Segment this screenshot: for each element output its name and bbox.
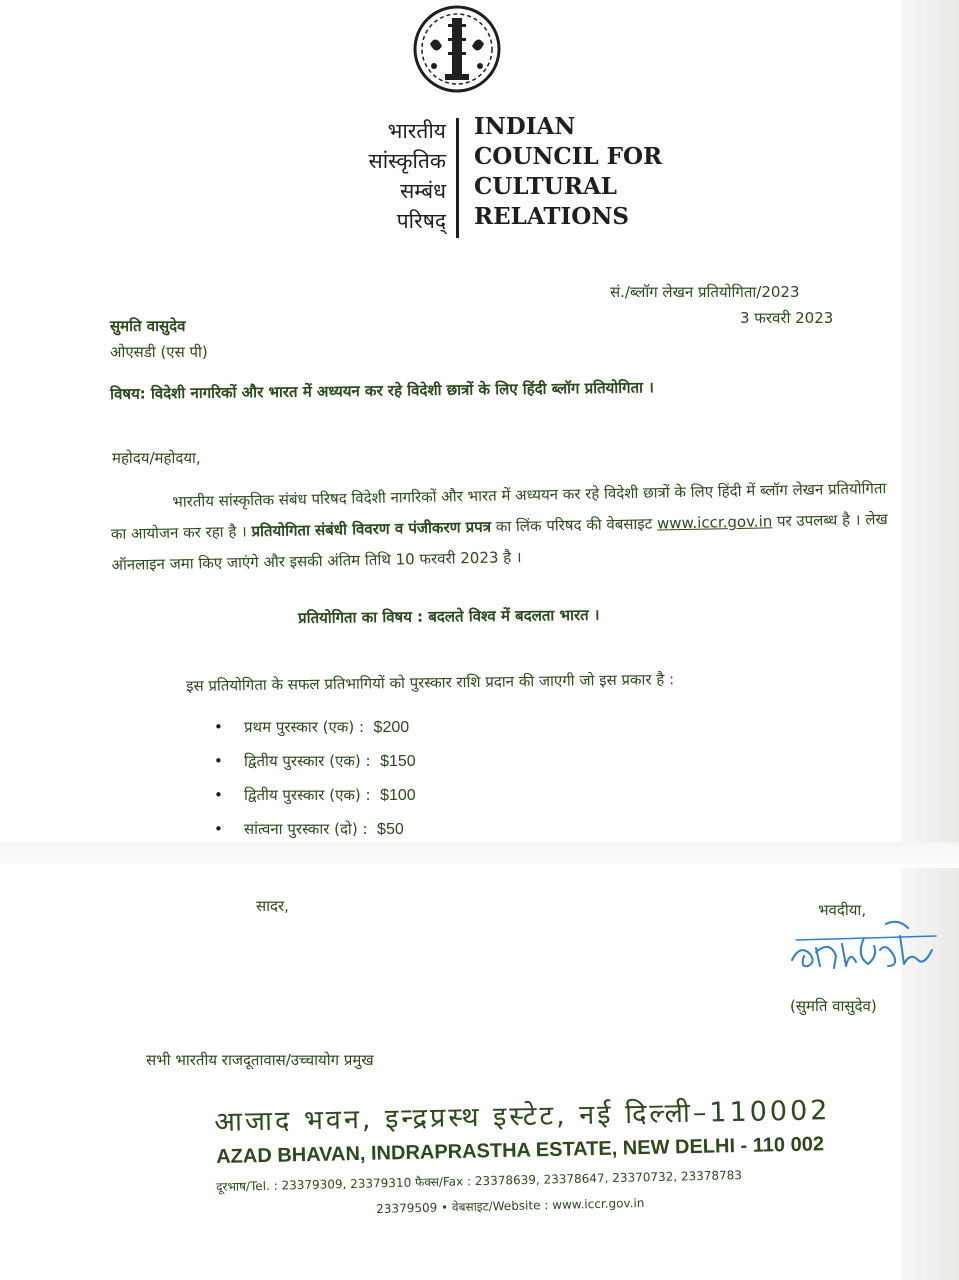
org-name-english-line: COUNCIL FOR <box>474 143 663 170</box>
org-name-hindi-line: भारतीय <box>387 119 446 143</box>
prize-label: सांत्वना पुरस्कार (दो) : <box>244 820 368 838</box>
recipients-line: सभी भारतीय राजदूतावास/उच्चायोग प्रमुख <box>146 1051 374 1069</box>
letter-date: 3 फरवरी 2023 <box>740 309 834 327</box>
org-name-hindi-line: सांस्कृतिक <box>368 149 446 173</box>
letter-subject: विषय: विदेशी नागरिकों और भारत में अध्ययन कर रहे विदेशी छात्रों के लिए हिंदी ब्लॉग प्रतियोगिता । <box>110 378 654 403</box>
paper-fold <box>0 842 959 868</box>
paper-edge <box>901 0 959 1280</box>
closing-yours: भवदीया, <box>818 901 867 919</box>
sender-name: सुमति वासुदेव <box>110 317 186 335</box>
prize-item <box>214 814 416 848</box>
prize-label: द्वितीय पुरस्कार (एक) : <box>244 752 371 770</box>
prize-item <box>214 780 416 814</box>
prize-amount: $150 <box>380 753 416 770</box>
salutation: महोदय/महोदया, <box>112 449 201 467</box>
bullet-icon: • <box>214 718 223 736</box>
org-name-hindi-line: सम्बंध <box>400 179 446 203</box>
bullet-icon: • <box>214 752 223 770</box>
footer-address-hindi: आजाद भवन, इन्द्रप्रस्थ इस्टेट, नई दिल्ली–110002 <box>214 1095 831 1138</box>
prize-list <box>214 712 416 848</box>
body-text: भारतीय सांस्कृतिक संबंध परिषद विदेशी नागरिकों और भारत में अध्ययन कर रहे विदेशी छात्रों के लिए हिंदी में ब्लॉग लेखन प्रतियोगिता का आयोजन कर रहा है । <box>110 479 887 543</box>
iccr-emblem-logo <box>412 4 502 94</box>
prize-label: प्रथम पुरस्कार (एक) : <box>244 718 364 736</box>
handwritten-signature <box>786 916 940 980</box>
prize-amount: $200 <box>373 719 410 736</box>
org-name-hindi-line: परिषद् <box>396 209 446 233</box>
prize-amount: $50 <box>377 821 404 838</box>
footer-phones: दूरभाष/Tel. : 23379309, 23379310 फैक्स/Fax : 23378639, 23378647, 23370732, 23378783 <box>216 1168 743 1194</box>
body-text-bold: प्रतियोगिता संबंधी विवरण व पंजीकरण प्रपत्र <box>251 517 492 541</box>
bullet-icon: • <box>214 820 223 838</box>
prize-item <box>214 746 416 780</box>
reference-number: सं./ब्लॉग लेखन प्रतियोगिता/2023 <box>610 283 800 301</box>
org-name-english <box>474 112 694 232</box>
footer-address-english: AZAD BHAVAN, INDRAPRASTHA ESTATE, NEW DELHI - 110 002 <box>216 1133 825 1168</box>
bullet-icon: • <box>214 786 223 804</box>
closing-regards: सादर, <box>256 897 289 915</box>
org-name-hindi <box>318 116 446 236</box>
prize-intro: इस प्रतियोगिता के सफल प्रतिभागियों को पुरस्कार राशि प्रदान की जाएगी जो इस प्रकार है : <box>186 670 675 695</box>
header-divider <box>456 118 459 238</box>
org-name-english-line: INDIAN <box>474 113 576 140</box>
prize-amount: $100 <box>380 787 416 804</box>
body-text: पर उपलब्ध है । लेख ऑनलाइन जमा किए जाएंगे और इसकी अंतिम तिथि 10 फरवरी 2023 है । <box>111 510 888 574</box>
signatory-name: (सुमति वासुदेव) <box>790 997 877 1015</box>
footer-website: 23379509 • वेबसाइट/Website : www.iccr.gov.in <box>376 1195 645 1216</box>
body-text: का लिंक परिषद की वेबसाइट <box>490 514 658 536</box>
competition-theme: प्रतियोगिता का विषय : बदलते विश्व में बदलता भारत । <box>298 605 600 627</box>
body-paragraph <box>110 473 902 581</box>
sender-designation: ओएसडी (एस पी) <box>110 343 208 361</box>
website-link[interactable]: www.iccr.gov.in <box>656 512 773 533</box>
prize-label: द्वितीय पुरस्कार (एक) : <box>244 786 371 804</box>
org-name-english-line: RELATIONS <box>474 203 629 230</box>
org-name-english-line: CULTURAL <box>474 173 617 200</box>
prize-item <box>214 712 416 746</box>
